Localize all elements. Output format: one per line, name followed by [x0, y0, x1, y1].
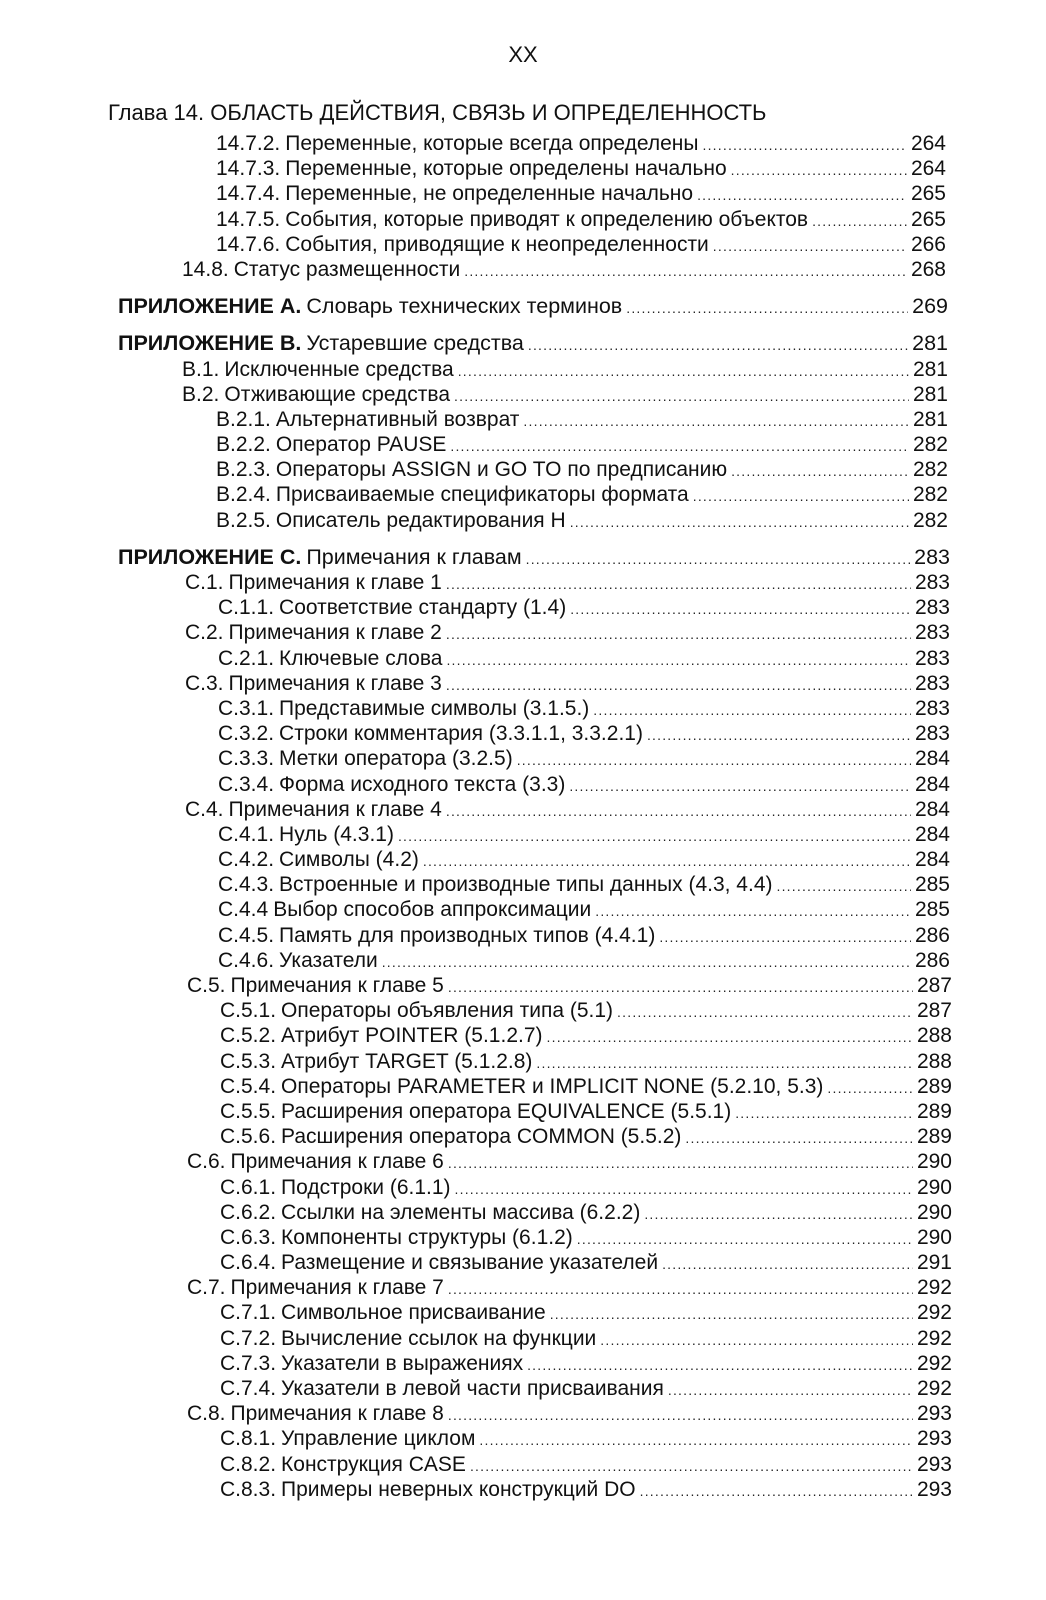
- dot-leader: [550, 1302, 913, 1327]
- entry-page-number: 264: [910, 157, 946, 181]
- toc-entry: [0, 897, 950, 922]
- entry-page-number: 290: [916, 1150, 952, 1174]
- toc-entry: [0, 257, 946, 282]
- entry-title: Примеры неверных конструкций DO: [281, 1477, 636, 1501]
- entry-title: Нуль (4.3.1): [279, 822, 394, 846]
- entry-number: С.5.: [187, 974, 226, 997]
- dot-leader: [448, 1403, 913, 1428]
- entry-title: Примечания к главе 6: [230, 1150, 444, 1174]
- entry-page-number: 289: [916, 1074, 952, 1098]
- entry-title: Примечания к главе 4: [228, 797, 442, 821]
- dot-leader: [600, 1328, 913, 1353]
- entry-number: С.7.2.: [220, 1326, 277, 1350]
- entry-title: Вычисление ссылок на функции: [281, 1326, 597, 1350]
- entry-page-number: 293: [916, 1477, 952, 1501]
- toc-entry: [0, 721, 950, 746]
- entry-number: С.5.3.: [220, 1049, 277, 1073]
- entry-page-number: 283: [914, 646, 950, 670]
- entry-page-number: 269: [912, 294, 948, 319]
- entry-page-number: 282: [912, 433, 948, 457]
- dot-leader: [685, 1126, 913, 1151]
- entry-page-number: 283: [914, 544, 950, 569]
- entry-title: Выбор способов аппроксимации: [273, 898, 592, 922]
- appendix-label: ПРИЛОЖЕНИЕ С.: [118, 544, 302, 569]
- entry-title: Ссылки на элементы массива (6.2.2): [281, 1200, 641, 1224]
- entry-number: С.4.6.: [218, 948, 275, 972]
- dot-leader: [777, 874, 911, 899]
- table-of-contents: [0, 131, 1046, 1502]
- entry-title: Атрибут POINTER (5.1.2.7): [281, 1024, 543, 1048]
- entry-page-number: 283: [914, 671, 950, 695]
- entry-number: 14.7.6.: [216, 232, 281, 256]
- entry-page-number: 284: [914, 747, 950, 771]
- dot-leader: [446, 799, 911, 824]
- entry-number: С.3.3.: [218, 747, 275, 771]
- dot-leader: [536, 1051, 913, 1076]
- entry-title: Отживающие средства: [224, 382, 451, 406]
- dot-leader: [526, 547, 911, 572]
- toc-entry: [0, 382, 948, 407]
- appendix-label: ПРИЛОЖЕНИЕ А.: [118, 294, 302, 319]
- entry-number: С.1.: [185, 571, 224, 594]
- entry-title: Примечания к главе 2: [228, 621, 442, 645]
- dot-leader: [693, 484, 909, 509]
- entry-title: Соответствие стандарту (1.4): [279, 596, 567, 620]
- entry-page-number: 284: [914, 772, 950, 796]
- entry-number: С.3.4.: [218, 772, 275, 796]
- dot-leader: [644, 1202, 913, 1227]
- entry-title: Операторы объявления типа (5.1): [281, 999, 614, 1023]
- entry-page-number: 287: [916, 974, 952, 997]
- entry-page-number: 284: [914, 797, 950, 821]
- dot-leader: [382, 950, 911, 975]
- entry-page-number: 290: [916, 1225, 952, 1249]
- entry-title: Встроенные и производные типы данных (4.3, 4.4): [279, 873, 773, 897]
- entry-title: Размещение и связывание указателей: [281, 1251, 659, 1275]
- entry-number: С.2.1.: [218, 646, 275, 670]
- toc-entry: [0, 508, 948, 533]
- entry-title: Память для производных типов (4.4.1): [279, 923, 656, 947]
- entry-title: Подстроки (6.1.1): [281, 1175, 451, 1199]
- toc-entry: [0, 1376, 952, 1401]
- toc-entry: [0, 1124, 952, 1149]
- entry-title: Символы (4.2): [279, 848, 419, 872]
- entry-number: В.2.2.: [216, 433, 271, 457]
- entry-number: 14.7.3.: [216, 157, 281, 181]
- dot-leader: [470, 1454, 913, 1479]
- entry-page-number: 265: [910, 182, 946, 206]
- dot-leader: [703, 133, 907, 158]
- entry-number: С.4.4: [218, 898, 269, 922]
- dot-leader: [547, 1025, 913, 1050]
- entry-page-number: 283: [914, 696, 950, 720]
- toc-entry: [0, 948, 950, 973]
- dot-leader: [464, 259, 907, 284]
- entry-title: Примечания к главе 1: [228, 571, 442, 594]
- entry-title: События, приводящие к неопределенности: [285, 232, 709, 256]
- entry-page-number: 285: [914, 898, 950, 922]
- entry-page-number: 268: [910, 257, 946, 281]
- toc-entry: [0, 407, 948, 432]
- toc-entry: [0, 457, 948, 482]
- entry-number: В.2.1.: [216, 407, 271, 431]
- dot-leader: [570, 510, 909, 535]
- toc-entry: [0, 847, 950, 872]
- dot-leader: [735, 1101, 913, 1126]
- entry-number: 14.7.4.: [216, 182, 281, 206]
- entry-number: С.7.: [187, 1276, 226, 1300]
- entry-title: Ключевые слова: [279, 646, 443, 670]
- entry-page-number: 289: [916, 1099, 952, 1123]
- entry-number: 14.7.2.: [216, 132, 281, 155]
- entry-number: С.4.5.: [218, 923, 275, 947]
- toc-entry: [0, 671, 950, 696]
- toc-entry: [0, 1175, 952, 1200]
- dot-leader: [523, 409, 909, 434]
- dot-leader: [448, 1151, 913, 1176]
- entry-number: С.3.2.: [218, 722, 275, 746]
- entry-title: Представимые символы (3.1.5.): [279, 696, 590, 720]
- entry-title: Строки комментария (3.3.1.1, 3.3.2.1): [279, 722, 643, 746]
- entry-number: С.4.2.: [218, 848, 275, 872]
- toc-entry: [0, 181, 946, 206]
- entry-page-number: 286: [914, 923, 950, 947]
- dot-leader: [454, 384, 909, 409]
- toc-entry: [0, 482, 948, 507]
- entry-page-number: 282: [912, 483, 948, 507]
- dot-leader: [448, 1277, 913, 1302]
- entry-number: В.2.4.: [216, 483, 271, 507]
- entry-title: Исключенные средства: [224, 357, 454, 381]
- entry-page-number: 284: [914, 848, 950, 872]
- dot-leader: [458, 359, 909, 384]
- entry-number: С.4.3.: [218, 873, 275, 897]
- entry-page-number: 292: [916, 1351, 952, 1375]
- entry-number: С.1.1.: [218, 596, 275, 620]
- entry-page-number: 283: [914, 621, 950, 645]
- toc-entry: [0, 923, 950, 948]
- dot-leader: [479, 1428, 913, 1453]
- toc-entry: [0, 1326, 952, 1351]
- entry-title: Альтернативный возврат: [275, 407, 520, 431]
- entry-number: С.6.: [187, 1150, 226, 1174]
- toc-entry: [0, 570, 950, 595]
- entry-page-number: 286: [914, 948, 950, 972]
- dot-leader: [640, 1479, 913, 1504]
- entry-number: В.2.5.: [216, 508, 271, 532]
- toc-entry: [0, 998, 952, 1023]
- entry-title: Статус размещенности: [233, 257, 461, 281]
- entry-page-number: 293: [916, 1427, 952, 1451]
- entry-number: С.7.1.: [220, 1301, 277, 1325]
- toc-entry: [0, 822, 950, 847]
- toc-section-entry: [0, 331, 948, 356]
- dot-leader: [527, 1353, 913, 1378]
- entry-page-number: 283: [914, 571, 950, 594]
- toc-entry: [0, 772, 950, 797]
- entry-page-number: 290: [916, 1200, 952, 1224]
- entry-page-number: 281: [912, 357, 948, 381]
- entry-number: С.6.3.: [220, 1225, 277, 1249]
- toc-entry: [0, 1401, 952, 1426]
- entry-number: С.5.6.: [220, 1125, 277, 1149]
- dot-leader: [593, 698, 911, 723]
- toc-entry: [0, 1225, 952, 1250]
- entry-title: Атрибут TARGET (5.1.2.8): [281, 1049, 533, 1073]
- entry-title: События, которые приводят к определению объектов: [285, 207, 809, 231]
- entry-page-number: 283: [914, 722, 950, 746]
- toc-entry: [0, 646, 950, 671]
- toc-entry: [0, 1351, 952, 1376]
- toc-entry: [0, 1477, 952, 1502]
- entry-page-number: 282: [912, 458, 948, 482]
- entry-number: В.1.: [182, 357, 220, 381]
- entry-title: Указатели: [279, 948, 378, 972]
- entry-title: Примечания к главе 3: [228, 671, 442, 695]
- entry-title: Примечания к главе 5: [230, 974, 444, 997]
- entry-number: С.6.4.: [220, 1251, 277, 1275]
- toc-entry: [0, 1250, 952, 1275]
- toc-entry: [0, 797, 950, 822]
- toc-entry: [0, 872, 950, 897]
- dot-leader: [626, 296, 908, 321]
- entry-number: В.2.3.: [216, 458, 271, 482]
- dot-leader: [713, 234, 907, 259]
- dot-leader: [569, 774, 911, 799]
- dot-leader: [827, 1076, 913, 1101]
- entry-number: 14.8.: [182, 257, 229, 281]
- toc-entry: [0, 620, 950, 645]
- entry-page-number: 285: [914, 873, 950, 897]
- dot-leader: [446, 648, 910, 673]
- entry-number: С.7.4.: [220, 1377, 277, 1400]
- entry-page-number: 293: [916, 1402, 952, 1426]
- entry-number: С.8.2.: [220, 1452, 277, 1476]
- entry-page-number: 266: [910, 232, 946, 256]
- entry-title: Компоненты структуры (6.1.2): [281, 1225, 573, 1249]
- entry-title: Управление циклом: [281, 1427, 476, 1451]
- entry-page-number: 281: [912, 382, 948, 406]
- entry-page-number: 265: [910, 207, 946, 231]
- dot-leader: [812, 209, 907, 234]
- entry-title: Переменные, которые всегда определены: [285, 132, 699, 155]
- entry-page-number: 290: [916, 1175, 952, 1199]
- entry-title: Форма исходного текста (3.3): [279, 772, 566, 796]
- page-number: XX: [508, 42, 538, 67]
- entry-number: С.4.1.: [218, 822, 275, 846]
- toc-section-entry: [0, 545, 950, 570]
- entry-number: В.2.: [182, 382, 220, 406]
- dot-leader: [731, 459, 909, 484]
- entry-title: Указатели в левой части присваивания: [281, 1377, 664, 1400]
- toc-section-entry: [0, 294, 948, 319]
- toc-entry: [0, 156, 946, 181]
- dot-leader: [577, 1227, 913, 1252]
- entry-page-number: 281: [912, 407, 948, 431]
- entry-number: С.8.1.: [220, 1427, 277, 1451]
- toc-entry: [0, 357, 948, 382]
- entry-title: Метки оператора (3.2.5): [279, 747, 513, 771]
- toc-entry: [0, 973, 952, 998]
- dot-leader: [446, 572, 911, 597]
- entry-title: Операторы ASSIGN и GO TO по предписанию: [275, 458, 728, 482]
- entry-title: Переменные, не определенные начально: [285, 182, 694, 206]
- entry-title: Оператор PAUSE: [275, 433, 447, 457]
- entry-page-number: 283: [914, 596, 950, 620]
- entry-title: Указатели в выражениях: [281, 1351, 524, 1375]
- entry-title: Конструкция CASE: [281, 1452, 466, 1476]
- toc-entry: [0, 746, 950, 771]
- toc-entry: [0, 595, 950, 620]
- toc-entry: [0, 696, 950, 721]
- dot-leader: [446, 673, 911, 698]
- dot-leader: [570, 597, 911, 622]
- entry-number: С.6.1.: [220, 1175, 277, 1199]
- toc-entry: [0, 1099, 952, 1124]
- entry-number: С.4.: [185, 797, 224, 821]
- entry-title: Описатель редактирования H: [275, 508, 566, 532]
- dot-leader: [423, 849, 911, 874]
- toc-entry: [0, 207, 946, 232]
- entry-page-number: 264: [910, 132, 946, 155]
- toc-entry: [0, 1023, 952, 1048]
- dot-leader: [659, 925, 911, 950]
- entry-number: С.5.5.: [220, 1099, 277, 1123]
- entry-number: С.5.4.: [220, 1074, 277, 1098]
- entry-number: С.5.1.: [220, 999, 277, 1023]
- toc-entry: [0, 1300, 952, 1325]
- entry-title: Символьное присваивание: [281, 1301, 546, 1325]
- entry-number: С.2.: [185, 621, 224, 645]
- entry-number: С.7.3.: [220, 1351, 277, 1375]
- entry-title: Переменные, которые определены начально: [285, 157, 727, 181]
- entry-number: С.8.3.: [220, 1477, 277, 1501]
- dot-leader: [450, 434, 909, 459]
- entry-number: С.3.1.: [218, 696, 275, 720]
- entry-page-number: 291: [916, 1251, 952, 1275]
- entry-title: Операторы PARAMETER и IMPLICIT NONE (5.2.10, 5.3): [281, 1074, 824, 1098]
- entry-page-number: 292: [916, 1377, 952, 1400]
- dot-leader: [448, 975, 913, 1000]
- entry-page-number: 284: [914, 822, 950, 846]
- entry-number: С.6.2.: [220, 1200, 277, 1224]
- toc-entry: [0, 1074, 952, 1099]
- toc-entry: [0, 1426, 952, 1451]
- chapter-title: Глава 14. ОБЛАСТЬ ДЕЙСТВИЯ, СВЯЗЬ И ОПРЕДЕЛЕННОСТЬ: [108, 100, 767, 125]
- toc-entry: [0, 432, 948, 457]
- entry-number: С.3.: [185, 671, 224, 695]
- entry-number: С.8.: [187, 1402, 226, 1426]
- toc-entry: [0, 232, 946, 257]
- entry-page-number: 288: [916, 1024, 952, 1048]
- entry-page-number: 282: [912, 508, 948, 532]
- entry-page-number: 289: [916, 1125, 952, 1149]
- toc-entry: [0, 1200, 952, 1225]
- entry-title: Устаревшие средства: [306, 331, 524, 356]
- entry-page-number: 287: [916, 999, 952, 1023]
- entry-page-number: 292: [916, 1326, 952, 1350]
- dot-leader: [697, 183, 907, 208]
- dot-leader: [647, 723, 911, 748]
- dot-leader: [446, 622, 911, 647]
- entry-title: Расширения оператора COMMON (5.5.2): [281, 1125, 682, 1149]
- entry-page-number: 292: [916, 1301, 952, 1325]
- entry-number: С.5.2.: [220, 1024, 277, 1048]
- entry-title: Словарь технических терминов: [306, 294, 623, 319]
- toc-entry: [0, 1149, 952, 1174]
- toc-entry: [0, 1452, 952, 1477]
- entry-title: Примечания к главам: [306, 544, 522, 569]
- entry-page-number: 293: [916, 1452, 952, 1476]
- dot-leader: [617, 1000, 913, 1025]
- entry-number: 14.7.5.: [216, 207, 281, 231]
- entry-title: Расширения оператора EQUIVALENCE (5.5.1): [281, 1099, 732, 1123]
- entry-page-number: 281: [912, 331, 948, 356]
- toc-entry: [0, 1049, 952, 1074]
- dot-leader: [517, 748, 911, 773]
- dot-leader: [528, 333, 908, 358]
- appendix-label: ПРИЛОЖЕНИЕ В.: [118, 331, 302, 356]
- entry-title: Примечания к главе 7: [230, 1276, 444, 1300]
- dot-leader: [731, 158, 907, 183]
- entry-page-number: 292: [916, 1276, 952, 1300]
- dot-leader: [668, 1378, 913, 1403]
- dot-leader: [455, 1177, 913, 1202]
- entry-title: Примечания к главе 8: [230, 1402, 444, 1426]
- toc-entry: [0, 131, 946, 156]
- dot-leader: [398, 824, 911, 849]
- dot-leader: [662, 1252, 913, 1277]
- dot-leader: [595, 899, 911, 924]
- entry-title: Присваиваемые спецификаторы формата: [275, 483, 689, 507]
- toc-entry: [0, 1275, 952, 1300]
- entry-page-number: 288: [916, 1049, 952, 1073]
